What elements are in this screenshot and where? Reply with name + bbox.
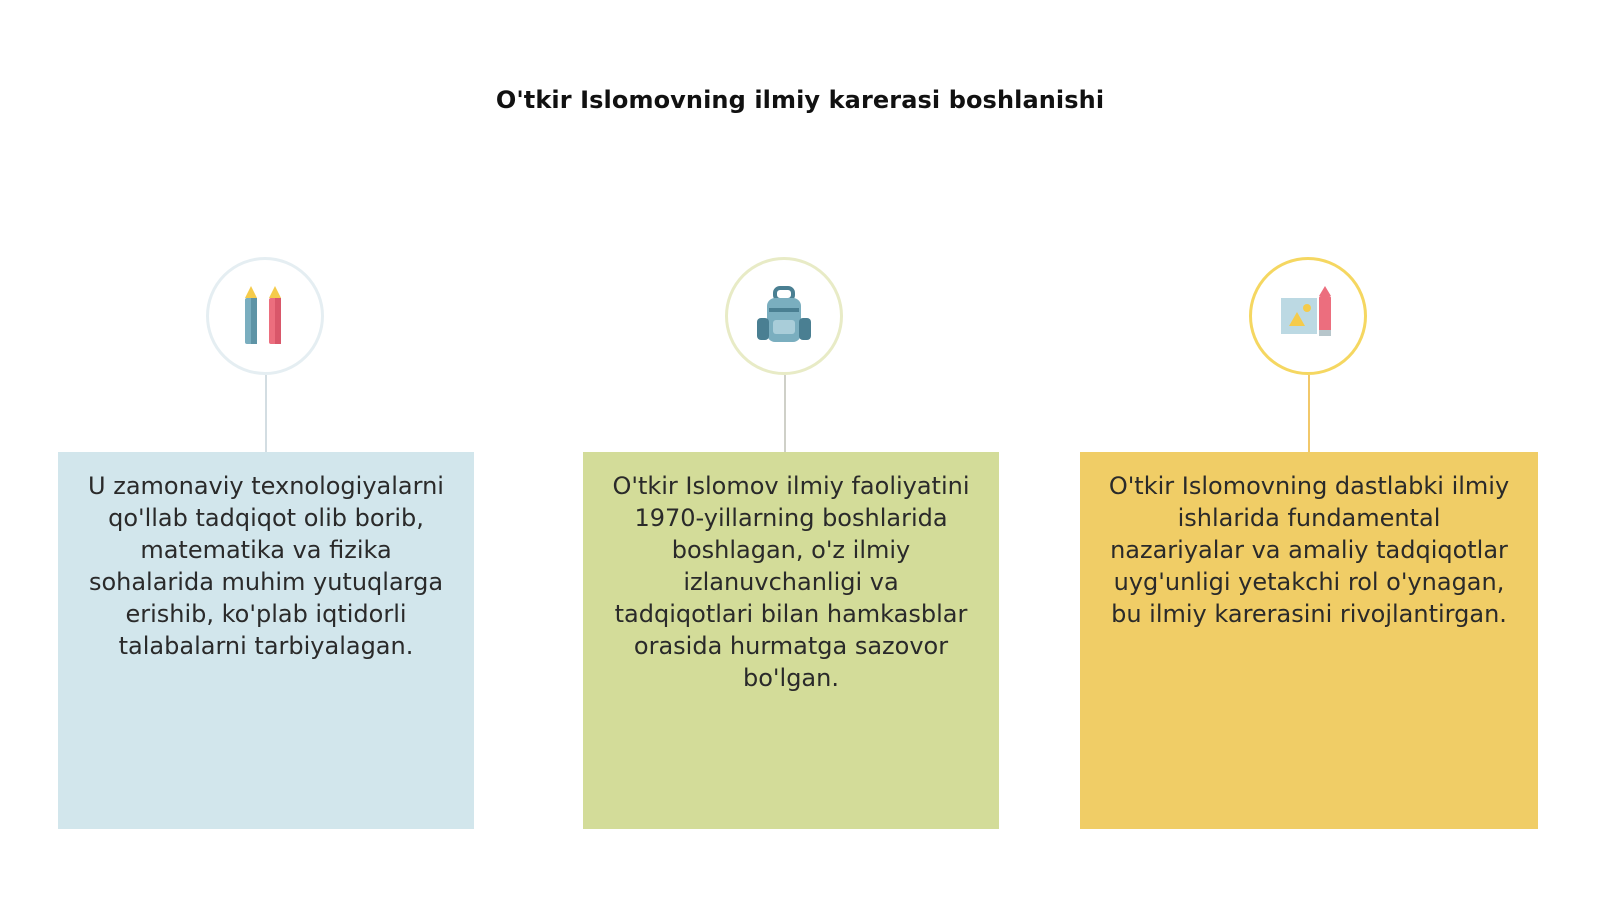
icon-circle-2 bbox=[725, 257, 843, 375]
card-3-text: O'tkir Islomovning dastlabki ilmiy ishlarida fundamental nazariyalar va amaliy tadqiqotlar uyg'unligi yetakchi rol o'ynagan, bu ilmiy karerasini rivojlantirgan. bbox=[1108, 472, 1510, 628]
connector-line-2 bbox=[784, 375, 786, 452]
connector-line-1 bbox=[265, 375, 267, 452]
connector-line-3 bbox=[1308, 375, 1310, 452]
icon-circle-1 bbox=[206, 257, 324, 375]
icon-circle-3 bbox=[1249, 257, 1367, 375]
card-1-text: U zamonaviy texnologiyalarni qo'llab tadqiqot olib borib, matematika va fizika sohalarida muhim yutuqlarga erishib, ko'plab iqtidorli talabalarni tarbiyalagan. bbox=[88, 472, 444, 660]
picture-and-crayon-icon bbox=[1277, 286, 1339, 346]
card-2-text: O'tkir Islomov ilmiy faoliyatini 1970-yillarning boshlarida boshlagan, o'z ilmiy izlanuvchanligi va tadqiqotlari bilan hamkasblar orasida hurmatga sazovor bo'lgan. bbox=[612, 472, 970, 692]
info-card-3 bbox=[1080, 452, 1538, 829]
backpack-icon bbox=[753, 286, 815, 346]
page-title: O'tkir Islomovning ilmiy karerasi boshlanishi bbox=[495, 86, 1105, 114]
pencils-icon bbox=[235, 284, 295, 348]
info-card-1 bbox=[58, 452, 474, 829]
info-card-2 bbox=[583, 452, 999, 829]
